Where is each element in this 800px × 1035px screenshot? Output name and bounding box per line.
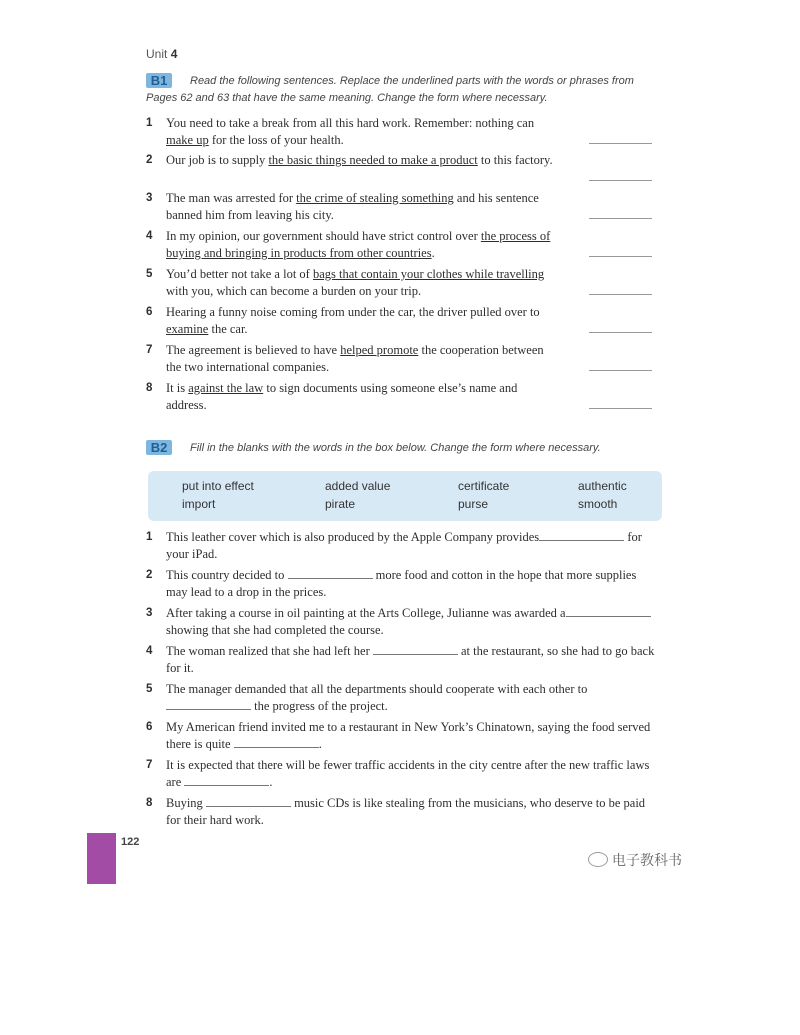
fill-blank[interactable] (288, 567, 373, 579)
fill-blank[interactable] (166, 698, 251, 710)
b1-question (146, 190, 656, 224)
question-number: 3 (146, 192, 153, 204)
page-color-bar (87, 833, 116, 884)
question-text (166, 643, 656, 677)
text-segment: The agreement is believed to have (166, 343, 341, 357)
text-segment: It is (166, 381, 189, 395)
question-number: 3 (146, 607, 153, 619)
question-number: 2 (146, 569, 153, 581)
fill-blank[interactable] (234, 736, 319, 748)
text-segment: with you, which can become a burden on your trip. (166, 284, 422, 298)
b1-question (146, 115, 656, 149)
text-segment: It is expected that there will be fewer traffic accidents in the city centre after the new traffic laws are (166, 758, 650, 789)
text-segment: . (431, 246, 435, 260)
question-number: 5 (146, 268, 153, 280)
underlined-phrase: the process of buying and bringing in products from other countries (166, 229, 551, 260)
b1-question (146, 342, 656, 376)
b1-question (146, 304, 656, 338)
question-text (166, 190, 556, 224)
answer-line[interactable] (589, 294, 652, 295)
question-text (166, 380, 556, 414)
answer-line[interactable] (589, 408, 652, 409)
text-segment: music CDs is like stealing from the musicians, who deserve to be paid for their hard work. (166, 796, 646, 827)
unit-label: Unit 4 (146, 47, 178, 61)
question-text (166, 757, 656, 791)
underlined-phrase: bags that contain your clothes while travelling (312, 267, 545, 281)
b1-question (146, 266, 656, 300)
question-text (166, 795, 656, 829)
underlined-phrase: the crime of stealing something (296, 191, 454, 205)
answer-line[interactable] (589, 332, 652, 333)
underlined-phrase: against the law (188, 381, 264, 395)
question-text (166, 228, 556, 262)
question-number: 2 (146, 154, 153, 166)
question-number: 7 (146, 344, 153, 356)
question-text (166, 304, 556, 338)
text-segment: for your iPad. (166, 530, 642, 561)
question-text (166, 266, 556, 300)
b2-question (146, 643, 656, 677)
text-segment: and his sentence banned him from leaving his city. (166, 191, 539, 222)
text-segment: After taking a course in oil painting at the Arts College, Julianne was awarded a (166, 606, 566, 620)
text-segment: This country decided to (166, 568, 288, 582)
section-badge-b2: B2 (146, 440, 172, 455)
text-segment: the progress of the project. (251, 699, 388, 713)
question-number: 5 (146, 683, 153, 695)
text-segment: . (269, 775, 273, 789)
b1-question (146, 228, 656, 262)
b2-instruction: Fill in the blanks with the words in the box below. Change the form where necessary. (190, 442, 601, 454)
text-segment: In my opinion, our government should have strict control over (166, 229, 481, 243)
word-box (148, 471, 662, 521)
text-segment: The man was arrested for (166, 191, 297, 205)
answer-line[interactable] (589, 143, 652, 144)
question-number: 1 (146, 531, 153, 543)
text-segment: to sign documents using someone else’s name and address. (166, 381, 518, 412)
fill-blank[interactable] (373, 643, 458, 655)
question-number: 4 (146, 230, 153, 242)
word-box-item: pirate (325, 497, 356, 511)
question-number: 7 (146, 759, 153, 771)
answer-line[interactable] (589, 256, 652, 257)
text-segment: My American friend invited me to a restaurant in New York’s Chinatown, saying the food served there is quite (166, 720, 651, 751)
word-box-item: smooth (578, 497, 618, 511)
fill-blank[interactable] (206, 795, 291, 807)
underlined-phrase: examine (166, 322, 209, 336)
word-box-item: import (182, 497, 216, 511)
text-segment: the cooperation between the two international companies. (166, 343, 544, 374)
answer-line[interactable] (589, 218, 652, 219)
text-segment: the car. (208, 322, 248, 336)
text-segment: more food and cotton in the hope that more supplies may lead to a drop in the prices. (166, 568, 637, 599)
b2-question (146, 795, 656, 829)
question-text (166, 567, 656, 601)
b1-question (146, 380, 656, 414)
question-text (166, 719, 656, 753)
b1-instruction: Read the following sentences. Replace the underlined parts with the words or phrases from Pages 62 and 63 that have the same meaning. Change the form where necessary. (146, 75, 634, 104)
word-box-item: authentic (578, 479, 627, 493)
underlined-phrase: the basic things needed to make a product (268, 153, 478, 167)
fill-blank[interactable] (539, 529, 624, 541)
question-number: 4 (146, 645, 153, 657)
b2-question (146, 605, 656, 639)
text-segment: showing that she had completed the course. (166, 623, 384, 637)
b2-question (146, 681, 656, 715)
text-segment: Buying (166, 796, 206, 810)
word-box-item: certificate (458, 479, 510, 493)
b2-question (146, 567, 656, 601)
question-text (166, 529, 656, 563)
text-segment: This leather cover which is also produced by the Apple Company provides (166, 530, 540, 544)
question-text (166, 115, 556, 149)
word-box-item: added value (325, 479, 391, 493)
b2-question (146, 757, 656, 791)
underlined-phrase: helped promote (340, 343, 419, 357)
text-segment: You’d better not take a lot of (166, 267, 313, 281)
text-segment: The manager demanded that all the departments should cooperate with each other to (166, 682, 588, 696)
chat-bubble-icon (588, 852, 608, 867)
word-box-item: purse (458, 497, 489, 511)
fill-blank[interactable] (184, 774, 269, 786)
text-segment: at the restaurant, so she had to go back for it. (166, 644, 655, 675)
text-segment: for the loss of your health. (208, 133, 344, 147)
question-text (166, 605, 656, 639)
question-number: 6 (146, 306, 153, 318)
text-segment: The woman realized that she had left her (166, 644, 373, 658)
question-number: 8 (146, 797, 153, 809)
question-text (166, 681, 656, 715)
b2-question (146, 529, 656, 563)
answer-line[interactable] (589, 370, 652, 371)
word-box-item: put into effect (182, 479, 254, 493)
question-number: 6 (146, 721, 153, 733)
text-segment: to this factory. (477, 153, 553, 167)
b1-question (146, 152, 656, 169)
fill-blank[interactable] (566, 605, 651, 617)
text-segment: . (318, 737, 322, 751)
underlined-phrase: make up (166, 133, 209, 147)
question-number: 8 (146, 382, 153, 394)
question-text (166, 152, 556, 169)
question-text (166, 342, 556, 376)
watermark: 电子教科书 (588, 850, 682, 870)
page-number: 122 (121, 836, 140, 848)
text-segment: Our job is to supply (166, 153, 269, 167)
text-segment: Hearing a funny noise coming from under the car, the driver pulled over to (166, 305, 540, 319)
question-number: 1 (146, 117, 153, 129)
text-segment: You need to take a break from all this hard work. Remember: nothing can (166, 116, 535, 130)
section-badge-b1: B1 (146, 73, 172, 88)
answer-line[interactable] (589, 180, 652, 181)
b2-question (146, 719, 656, 753)
